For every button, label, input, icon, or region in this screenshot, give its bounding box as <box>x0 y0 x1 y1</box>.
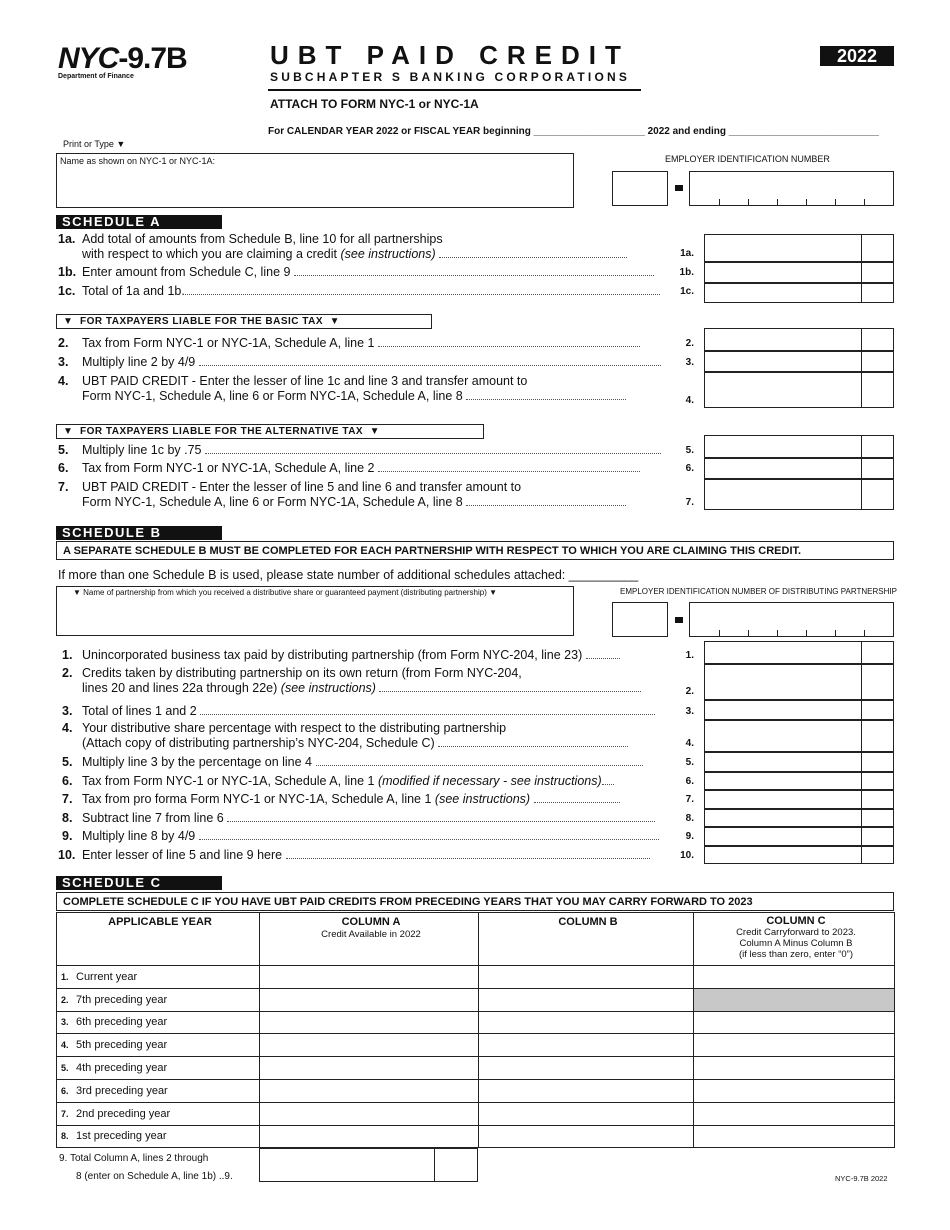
line-text: Tax from Form NYC-1 or NYC-1A, Schedule A, line 1 <box>82 774 375 788</box>
year-cell <box>57 1079 260 1102</box>
schedule-c-heading: SCHEDULE C <box>56 876 222 890</box>
col-a-header <box>260 913 479 966</box>
line-ref: 4. <box>685 395 694 406</box>
title-divider <box>268 89 641 91</box>
total-label-line: 8 (enter on Schedule A, line 1b) ..9. <box>76 1171 233 1182</box>
sched-a-2-amount[interactable] <box>704 328 894 351</box>
year-cell <box>57 1102 260 1125</box>
sched-a-line-1c <box>58 284 660 299</box>
line-number: 7. <box>62 792 73 806</box>
sched-a-line-5 <box>58 443 661 458</box>
line-text: with respect to which you are claiming a credit <box>82 247 337 261</box>
taxpayer-name-field[interactable] <box>56 153 574 208</box>
schedule-a-heading: SCHEDULE A <box>56 215 222 229</box>
sched-a-1b-amount[interactable] <box>704 262 894 283</box>
col-a-cell[interactable] <box>260 988 479 1011</box>
line-text: Total of lines 1 and 2 <box>82 704 197 718</box>
partnership-ein-label: EMPLOYER IDENTIFICATION NUMBER OF DISTRIBUTING PARTNERSHIP <box>620 587 897 596</box>
col-c-cell[interactable] <box>694 1079 895 1102</box>
line-number: 5. <box>58 443 69 457</box>
line-ref: 7. <box>685 794 694 805</box>
row-label: Current year <box>76 970 138 983</box>
table-row <box>57 966 895 989</box>
col-c-cell[interactable] <box>694 1034 895 1057</box>
sched-b-line-9 <box>62 829 659 844</box>
col-a-cell[interactable] <box>260 1011 479 1034</box>
line-ref: 6. <box>685 463 694 474</box>
sched-b-3-amount[interactable] <box>704 700 894 720</box>
line-note: (see instructions) <box>340 247 436 261</box>
row-number: 2. <box>61 994 69 1005</box>
line-text: Subtract line 7 from line 6 <box>82 811 224 825</box>
line-number: 4. <box>58 374 69 388</box>
line-ref: 5. <box>685 445 694 456</box>
col-c-cell[interactable] <box>694 1125 895 1148</box>
schedule-b-banner: A SEPARATE SCHEDULE B MUST BE COMPLETED FOR EACH PARTNERSHIP WITH RESPECT TO WHICH YOU ARE CLAIMING THIS CREDIT. <box>56 541 894 560</box>
line-number: 5. <box>62 755 73 769</box>
subheading-text: FOR TAXPAYERS LIABLE FOR THE BASIC TAX <box>79 316 324 327</box>
col-b-cell[interactable] <box>479 1079 694 1102</box>
sched-a-line-7 <box>58 480 626 510</box>
partnership-ein-prefix[interactable] <box>612 602 668 637</box>
sched-a-line-3 <box>58 355 661 370</box>
line-number: 6. <box>62 774 73 788</box>
sched-b-4-amount[interactable] <box>704 720 894 752</box>
line-number: 3. <box>62 704 73 718</box>
logo-nyc: NYC <box>58 42 119 75</box>
col-a-sub: Credit Available in 2022 <box>321 929 421 940</box>
col-b-header <box>479 913 694 966</box>
basic-tax-subheading: ▼ FOR TAXPAYERS LIABLE FOR THE BASIC TAX ▼ <box>56 314 432 329</box>
col-a-label: COLUMN A <box>341 916 401 928</box>
partnership-ein-dash <box>675 617 683 623</box>
row-label: 3rd preceding year <box>76 1084 168 1097</box>
row-number: 6. <box>61 1085 69 1096</box>
total-label <box>59 1150 233 1186</box>
line-text: (Attach copy of distributing partnership’s NYC-204, Schedule C) <box>82 736 435 750</box>
line-ref: 1b. <box>679 267 694 278</box>
line-text: Tax from pro forma Form NYC-1 or NYC-1A, Schedule A, line 1 <box>82 792 432 806</box>
col-c-cell[interactable] <box>694 966 895 989</box>
tax-year-badge: 2022 <box>820 46 894 66</box>
form-subtitle: SUBCHAPTER S BANKING CORPORATIONS <box>270 70 631 84</box>
sched-b-5-amount[interactable] <box>704 752 894 772</box>
line-ref: 1c. <box>680 286 694 297</box>
ein-label: EMPLOYER IDENTIFICATION NUMBER <box>665 154 830 164</box>
col-a-cell[interactable] <box>260 1125 479 1148</box>
department-label: Department of Finance <box>58 73 134 80</box>
col-c-cell[interactable] <box>694 1011 895 1034</box>
sched-b-8-amount[interactable] <box>704 809 894 827</box>
sched-b-line-6 <box>62 774 614 789</box>
sched-b-line-10 <box>58 848 650 863</box>
line-ref: 3. <box>685 706 694 717</box>
col-c-sub: (if less than zero, enter “0”) <box>738 949 854 960</box>
line-text: Add total of amounts from Schedule B, line 10 for all partnerships <box>82 232 443 246</box>
line-number: 1c. <box>58 284 76 298</box>
sched-b-line-5 <box>62 755 643 770</box>
line-note: (see instructions) <box>280 681 376 695</box>
year-cell <box>57 988 260 1011</box>
col-c-sub: Column A Minus Column B <box>739 938 853 949</box>
sched-a-line-1a <box>58 232 627 262</box>
form-logo <box>58 44 187 74</box>
table-row <box>57 1057 895 1080</box>
row-label: 2nd preceding year <box>76 1107 171 1120</box>
sched-b-line-1 <box>62 648 620 663</box>
line-ref: 4. <box>685 738 694 749</box>
row-number: 1. <box>61 971 69 982</box>
sched-b-line-4 <box>62 721 628 751</box>
line-text: Multiply line 2 by 4/9 <box>82 355 196 369</box>
sched-b-7-amount[interactable] <box>704 790 894 809</box>
table-header-row <box>57 913 895 966</box>
col-b-cell[interactable] <box>479 1011 694 1034</box>
col-a-cell[interactable] <box>260 1034 479 1057</box>
year-cell <box>57 1125 260 1148</box>
col-b-cell[interactable] <box>479 966 694 989</box>
sched-a-line-1b <box>58 265 654 280</box>
col-b-label: COLUMN B <box>558 916 618 928</box>
line-ref: 5. <box>685 757 694 768</box>
footer-form-id: NYC-9.7B 2022 <box>835 1174 888 1183</box>
sched-b-1-amount[interactable] <box>704 641 894 664</box>
line-number: 10. <box>58 848 76 862</box>
row-label: 1st preceding year <box>76 1130 167 1143</box>
sched-b-6-amount[interactable] <box>704 772 894 790</box>
calendar-year-line: For CALENDAR YEAR 2022 or FISCAL YEAR beginning ____________________ 2022 and ending ___________________________ <box>268 126 879 137</box>
additional-schedules-line: If more than one Schedule B is used, please state number of additional schedules attached: __________ <box>58 568 639 582</box>
line-ref: 9. <box>685 831 694 842</box>
table-row <box>57 1034 895 1057</box>
line-number: 1. <box>62 648 73 662</box>
table-row <box>57 1079 895 1102</box>
sched-a-6-amount[interactable] <box>704 458 894 479</box>
schedule-c-banner: COMPLETE SCHEDULE C IF YOU HAVE UBT PAID CREDITS FROM PRECEDING YEARS THAT YOU MAY CARRY FORWARD TO 2023 <box>56 892 894 911</box>
line-text: Multiply line 1c by .75 <box>82 443 202 457</box>
partnership-name-label: ▼ Name of partnership from which you received a distributive share or guaranteed payment (distributing partnership) ▼ <box>73 588 498 597</box>
line-number: 1b. <box>58 265 77 279</box>
line-number: 7. <box>58 480 69 494</box>
line-text: Multiply line 8 by 4/9 <box>82 829 196 843</box>
year-cell <box>57 966 260 989</box>
line-ref: 8. <box>685 813 694 824</box>
line-number: 9. <box>62 829 73 843</box>
line-ref: 10. <box>680 850 694 861</box>
sched-a-line-6 <box>58 461 640 476</box>
ein-suffix-field[interactable] <box>689 171 894 206</box>
col-year-label: APPLICABLE YEAR <box>108 916 212 928</box>
line-text: Multiply line 3 by the percentage on line 4 <box>82 755 313 769</box>
col-c-cell-shaded <box>694 988 895 1011</box>
line-ref: 2. <box>685 338 694 349</box>
sched-b-line-3 <box>62 704 655 719</box>
line-text: Tax from Form NYC-1 or NYC-1A, Schedule A, line 2 <box>82 461 375 475</box>
sched-a-3-amount[interactable] <box>704 351 894 372</box>
table-row <box>57 1125 895 1148</box>
line-number: 8. <box>62 811 73 825</box>
line-number: 2. <box>62 666 73 680</box>
row-label: 5th preceding year <box>76 1039 168 1052</box>
col-c-header <box>694 913 895 966</box>
sched-b-10-amount[interactable] <box>704 846 894 864</box>
sched-a-7-amount[interactable] <box>704 479 894 510</box>
col-b-cell[interactable] <box>479 1034 694 1057</box>
schedule-c-table <box>56 912 895 1148</box>
sched-b-line-2 <box>62 666 641 696</box>
line-text: Form NYC-1, Schedule A, line 6 or Form NYC-1A, Schedule A, line 8 <box>82 495 463 509</box>
line-note: (modified if necessary - see instructions) <box>377 774 602 788</box>
row-number: 4. <box>61 1040 69 1051</box>
col-c-sub: Credit Carryforward to 2023. <box>736 927 856 938</box>
line-text: Tax from Form NYC-1 or NYC-1A, Schedule A, line 1 <box>82 336 375 350</box>
line-text: Total of 1a and 1b. <box>82 284 185 298</box>
sched-a-line-4 <box>58 374 626 404</box>
partnership-name-field[interactable] <box>56 586 574 636</box>
line-number: 4. <box>62 721 73 735</box>
ein-prefix-field[interactable] <box>612 171 668 206</box>
print-or-type-label: Print or Type ▼ <box>63 139 126 149</box>
table-row <box>57 1011 895 1034</box>
sched-b-line-7 <box>62 792 620 807</box>
line-text: Credits taken by distributing partnership on its own return (from Form NYC-204, <box>82 666 522 680</box>
year-cell <box>57 1057 260 1080</box>
sched-a-4-amount[interactable] <box>704 372 894 408</box>
col-a-cell[interactable] <box>260 1079 479 1102</box>
line-note: (see instructions) <box>434 792 531 806</box>
sched-a-1a-amount[interactable] <box>704 234 894 262</box>
total-col-a-amount[interactable] <box>259 1148 478 1182</box>
sched-a-1c-amount[interactable] <box>704 283 894 303</box>
subheading-text: FOR TAXPAYERS LIABLE FOR THE ALTERNATIVE TAX <box>79 426 364 437</box>
row-label: 4th preceding year <box>76 1062 168 1075</box>
line-text: Unincorporated business tax paid by distributing partnership (from Form NYC-204, line 23) <box>82 648 583 662</box>
col-b-cell[interactable] <box>479 988 694 1011</box>
line-text: Enter lesser of line 5 and line 9 here <box>82 848 283 862</box>
line-ref: 1. <box>685 650 694 661</box>
line-ref: 3. <box>685 357 694 368</box>
taxpayer-name-label: Name as shown on NYC-1 or NYC-1A: <box>60 156 216 166</box>
row-label: 6th preceding year <box>76 1016 168 1029</box>
line-number: 1a. <box>58 232 76 246</box>
col-b-cell[interactable] <box>479 1057 694 1080</box>
row-number: 5. <box>61 1063 69 1074</box>
col-c-label: COLUMN C <box>766 915 826 927</box>
sched-a-line-2 <box>58 336 640 351</box>
line-ref: 6. <box>685 776 694 787</box>
col-a-cell[interactable] <box>260 966 479 989</box>
total-label-line: 9. Total Column A, lines 2 through <box>59 1153 209 1164</box>
line-text: UBT PAID CREDIT - Enter the lesser of line 5 and line 6 and transfer amount to <box>82 480 522 494</box>
row-number: 3. <box>61 1017 69 1028</box>
col-c-cell[interactable] <box>694 1057 895 1080</box>
year-cell <box>57 1034 260 1057</box>
row-number: 8. <box>61 1131 69 1142</box>
partnership-ein-suffix[interactable] <box>689 602 894 637</box>
col-a-cell[interactable] <box>260 1102 479 1125</box>
line-text: Form NYC-1, Schedule A, line 6 or Form NYC-1A, Schedule A, line 8 <box>82 389 463 403</box>
line-number: 2. <box>58 336 69 350</box>
table-row <box>57 988 895 1011</box>
col-b-cell[interactable] <box>479 1125 694 1148</box>
line-ref: 7. <box>685 497 694 508</box>
col-year-header <box>57 913 260 966</box>
year-cell <box>57 1011 260 1034</box>
line-text: lines 20 and lines 22a through 22e) <box>82 681 278 695</box>
line-text: Your distributive share percentage with respect to the distributing partnership <box>82 721 507 735</box>
attach-instruction: ATTACH TO FORM NYC-1 or NYC-1A <box>270 97 479 111</box>
sched-b-9-amount[interactable] <box>704 827 894 846</box>
col-b-cell[interactable] <box>479 1102 694 1125</box>
schedule-b-heading: SCHEDULE B <box>56 526 222 540</box>
sched-a-5-amount[interactable] <box>704 435 894 458</box>
line-text: Enter amount from Schedule C, line 9 <box>82 265 291 279</box>
line-ref: 1a. <box>680 248 694 259</box>
line-text: UBT PAID CREDIT - Enter the lesser of line 1c and line 3 and transfer amount to <box>82 374 528 388</box>
col-c-cell[interactable] <box>694 1102 895 1125</box>
sched-b-2-amount[interactable] <box>704 664 894 700</box>
alternative-tax-subheading: ▼ FOR TAXPAYERS LIABLE FOR THE ALTERNATIVE TAX ▼ <box>56 424 484 439</box>
form-title: UBT PAID CREDIT <box>270 40 630 70</box>
line-ref: 2. <box>685 686 694 697</box>
line-number: 6. <box>58 461 69 475</box>
table-row <box>57 1102 895 1125</box>
row-number: 7. <box>61 1108 69 1119</box>
line-number: 3. <box>58 355 69 369</box>
col-a-cell[interactable] <box>260 1057 479 1080</box>
sched-b-line-8 <box>62 811 655 826</box>
logo-form-number: -9.7B <box>118 42 187 75</box>
ein-dash <box>675 185 683 191</box>
row-label: 7th preceding year <box>76 993 168 1006</box>
